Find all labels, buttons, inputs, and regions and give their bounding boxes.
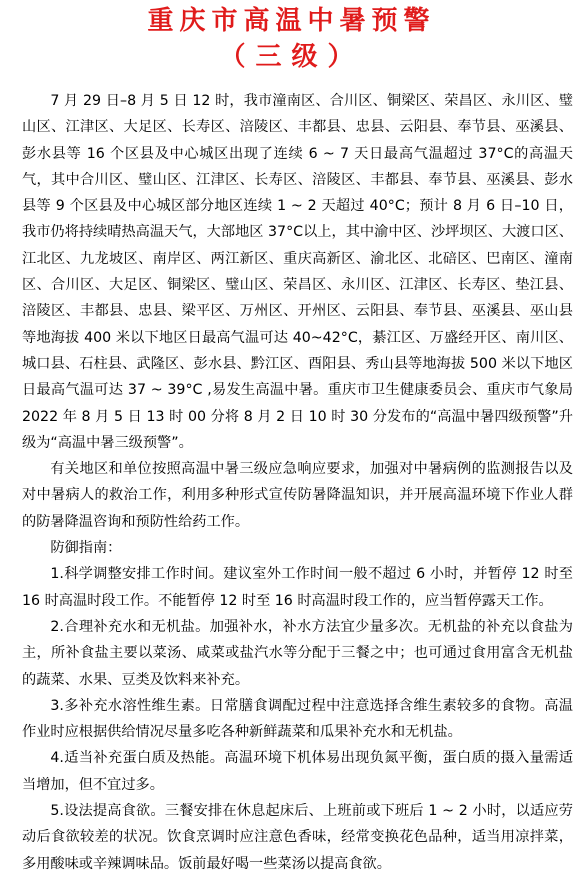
paragraph-guide-heading: 防御指南： xyxy=(50,540,122,557)
warning-level: （三级） xyxy=(219,42,364,72)
paragraph-response: 有关地区和单位按照高温中暑三级应急响应要求，加强对中暑病例的监测报告以及对中暑病人的救治工作，利用多种形式宣传防暑降温知识，并开展高温环境下作业人群的防暑降温咨询和预防性给药工作。 xyxy=(22,461,573,530)
paragraph-situation: 7 月 29 日–8 月 5 日 12 时，我市潼南区、合川区、铜梁区、荣昌区、永川区、璧山区、江津区、大足区、长寿区、涪陵区、丰都县、忠县、云阳县、奉节县、巫溪县、彭水县等 16 个区县及中心城区出现了连续 6 ~ 7 天日最高气温超过 37°C的高温天气，其中合川区、璧山区、江津区、长寿区、涪陵区、丰都县、奉节县、巫溪县、彭水县等 9 个区县及中心城区部分地区连续 1 ~ 2 天超过 40°C；预计 8 月 6 日–10 日，我市仍将持续晴热高温天气，大部地区 37°C以上，其中渝中区、沙坪坝区、大渡口区、江北区、九龙坡区、南岸区、两江新区、重庆高新区、渝北区、北碚区、巴南区、潼南区、合川区、大足区、铜梁区、璧山区、荣昌区、永川区、江津区、长寿区、垫江县、涪陵区、丰都县、忠县、梁平区、万州区、开州区、云阳县、奉节县、巫溪县、巫山县等地海拔 400 米以下地区日最高气温可达 40~42°C，綦江区、万盛经开区、南川区、城口县、石柱县、武隆区、彭水县、黔江区、酉阳县、秀山县等地海拔 500 米以下地区日最高气温可达 37 ~ 39°C ,易发生高温中暑。重庆市卫生健康委员会、重庆市气象局 2022 年 8 月 5 日 13 时 00 分将 8 月 2 日 10 时 30 分发布的“高温中暑四级预警”升级为“高温中暑三级预警”。 xyxy=(22,93,573,451)
guide-item-2: 2.合理补充水和无机盐。加强补水，补水方法宜少量多次。无机盐的补充以食盐为主，所补食盐主要以菜汤、咸菜或盐汽水等分配于三餐之中；也可通过食用富含无机盐的蔬菜、水果、豆类及饮料来补充。 xyxy=(22,618,573,688)
guide-item-3: 3.多补充水溶性维生素。日常膳食调配过程中注意选择含维生素较多的食物。高温作业时应根据供给情况尽量多吃各种新鲜蔬菜和瓜果补充水和无机盐。 xyxy=(22,697,573,741)
document-body xyxy=(22,88,573,877)
guide-item-4: 4.适当补充蛋白质及热能。高温环境下机体易出现负氮平衡，蛋白质的摄入量需适当增加，但不宜过多。 xyxy=(22,750,573,793)
guide-item-5: 5.设法提高食欲。三餐安排在休息起床后、上班前或下班后 1 ~ 2 小时，以适应劳动后食欲较差的状况。饮食烹调时应注意色香味，经常变换花色品种，适当用凉拌菜，多用酸味或辛辣调味品。饭前最好喝一些菜汤以提高食欲。 xyxy=(22,803,573,872)
warning-title: 重庆市高温中暑预警 xyxy=(147,6,436,36)
guide-item-1: 1.科学调整安排工作时间。建议室外工作时间一般不超过 6 小时，并暂停 12 时至 16 时高温时段工作。不能暂停 12 时至 16 时高温时段工作的，应当暂停露天工作。 xyxy=(22,566,573,609)
